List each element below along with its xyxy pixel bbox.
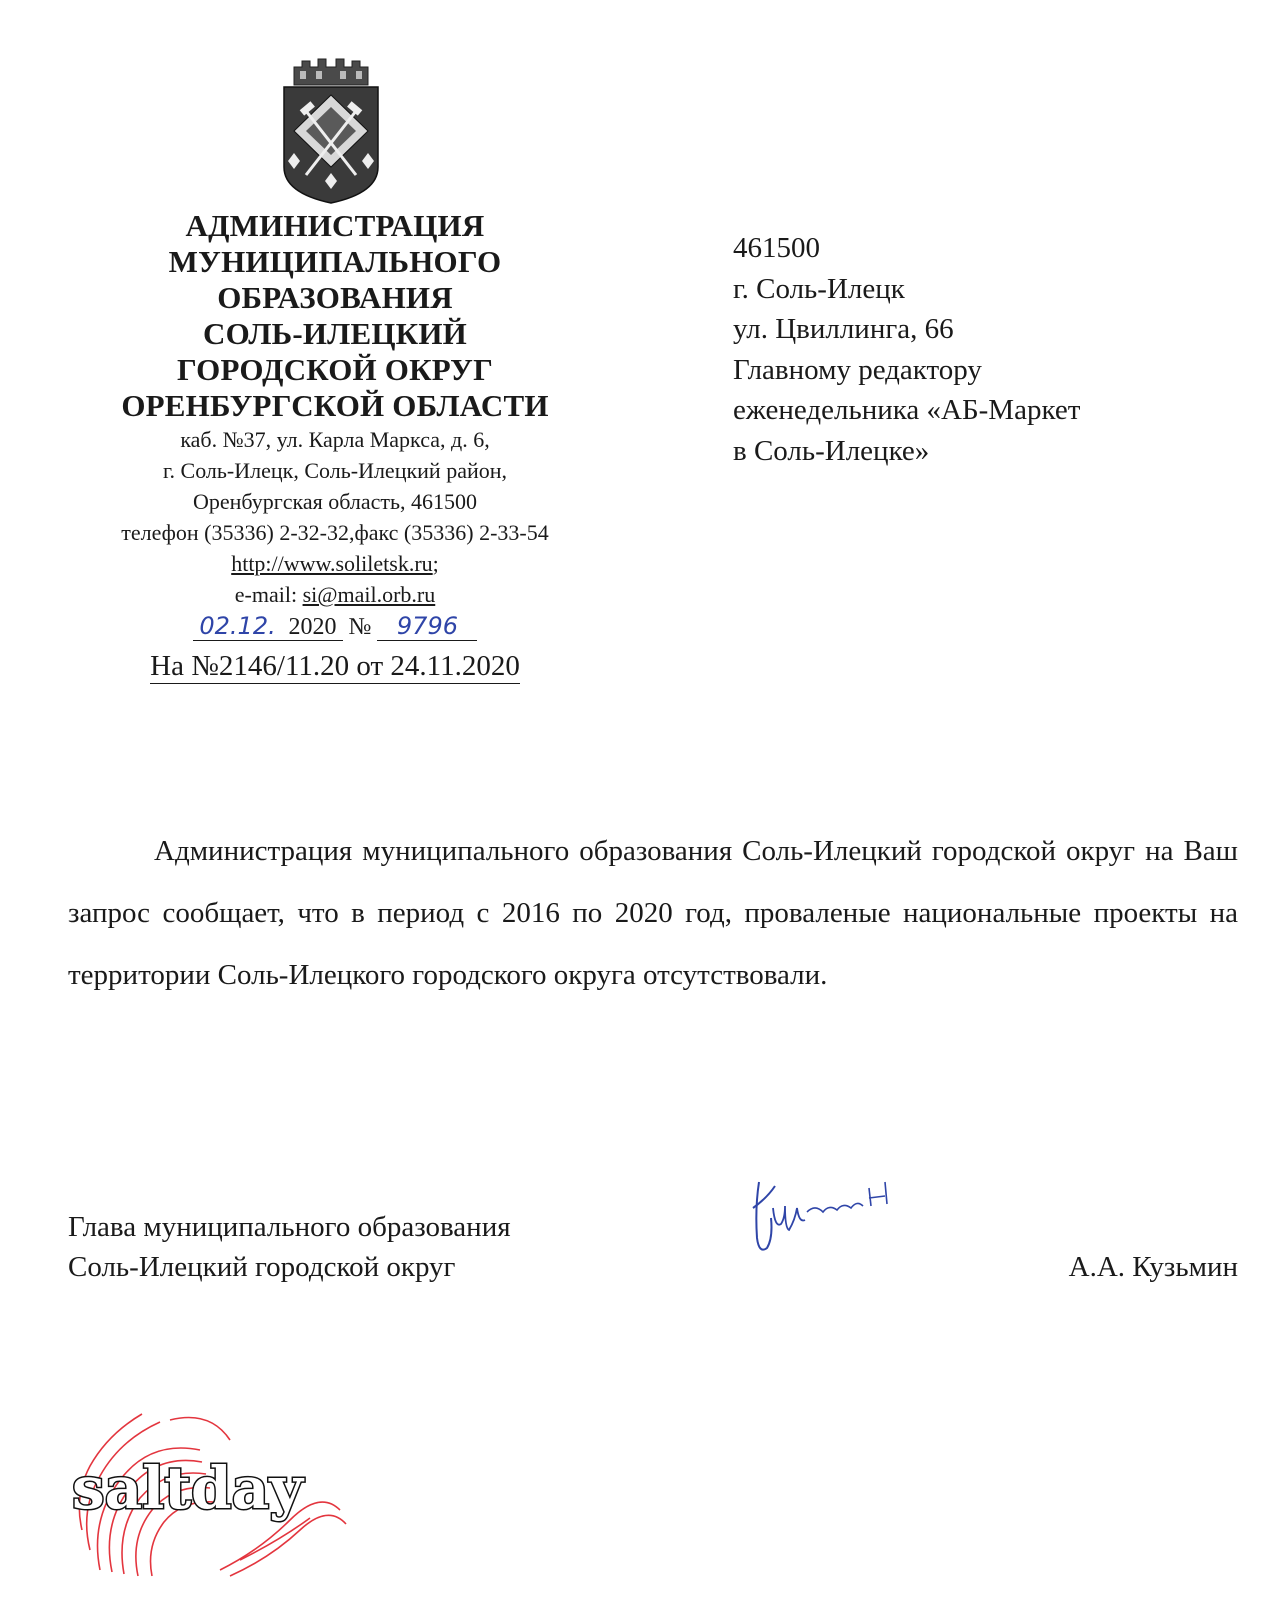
recipient-block bbox=[733, 228, 1213, 471]
phone-fax-line: телефон (35336) 2-32-32,факс (35336) 2-33-54 bbox=[121, 520, 549, 545]
recipient-line: Главному редактору bbox=[733, 353, 982, 386]
recipient-line: в Соль-Илецке» bbox=[733, 434, 930, 467]
org-name-line: ОРЕНБУРГСКОЙ ОБЛАСТИ bbox=[121, 388, 549, 423]
website-line bbox=[60, 548, 610, 579]
signatory-title-line: Глава муниципального образования bbox=[68, 1211, 511, 1243]
signatory-title-line: Соль-Илецкий городской округ bbox=[68, 1251, 456, 1283]
signatory-title bbox=[68, 1207, 511, 1287]
handwritten-number: 9796 bbox=[396, 612, 458, 640]
email-line bbox=[60, 579, 610, 610]
signatory-name: А.А. Кузьмин bbox=[1068, 1251, 1238, 1283]
year: 2020 bbox=[283, 614, 343, 641]
handwritten-signature-icon bbox=[745, 1168, 915, 1268]
reply-reference-text: На №2146/11.20 от 24.11.2020 bbox=[150, 650, 520, 682]
org-name-line: ОБРАЗОВАНИЯ bbox=[217, 280, 453, 315]
recipient-line: 461500 bbox=[733, 232, 820, 264]
website-link[interactable]: http://www.soliletsk.ru bbox=[231, 551, 433, 576]
email-label: e-mail: bbox=[234, 582, 303, 607]
recipient-line: ул. Цвиллинга, 66 bbox=[733, 313, 954, 345]
website-suffix: ; bbox=[432, 551, 439, 576]
recipient-line: еженедельника «АБ-Маркет bbox=[733, 394, 1081, 426]
watermark-text: saltday bbox=[72, 1454, 303, 1522]
sender-block bbox=[60, 208, 610, 684]
org-name-line: МУНИЦИПАЛЬНОГО bbox=[168, 244, 502, 279]
reply-reference bbox=[60, 648, 610, 684]
saltday-watermark-logo bbox=[60, 1400, 380, 1580]
address-line: Оренбургская область, 461500 bbox=[192, 489, 478, 514]
org-name-line: СОЛЬ-ИЛЕЦКИЙ bbox=[203, 316, 467, 351]
address-line: г. Соль-Илецк, Соль-Илецкий район, bbox=[162, 458, 508, 483]
recipient-line: г. Соль-Илецк bbox=[733, 272, 905, 305]
org-name-line: ГОРОДСКОЙ ОКРУГ bbox=[176, 352, 493, 387]
outgoing-number-line bbox=[60, 612, 610, 642]
org-name-line: АДМИНИСТРАЦИЯ bbox=[185, 208, 485, 243]
email-link[interactable]: si@mail.orb.ru bbox=[302, 582, 436, 607]
address-line: каб. №37, ул. Карла Маркса, д. 6, bbox=[180, 427, 490, 452]
letter-body: Администрация муниципального образования Соль-Илецкий городской округ на Ваш запрос сообщает, что в период с 2016 по 2020 год, проваленые национальные проекты на территории Соль-Илецкого городского округа отсутствовали. bbox=[68, 835, 1238, 991]
handwritten-date: 02.12. bbox=[199, 612, 276, 640]
date-blank bbox=[193, 613, 283, 641]
coat-of-arms-icon bbox=[280, 55, 382, 205]
number-label: № bbox=[348, 614, 372, 640]
number-blank bbox=[377, 613, 477, 641]
